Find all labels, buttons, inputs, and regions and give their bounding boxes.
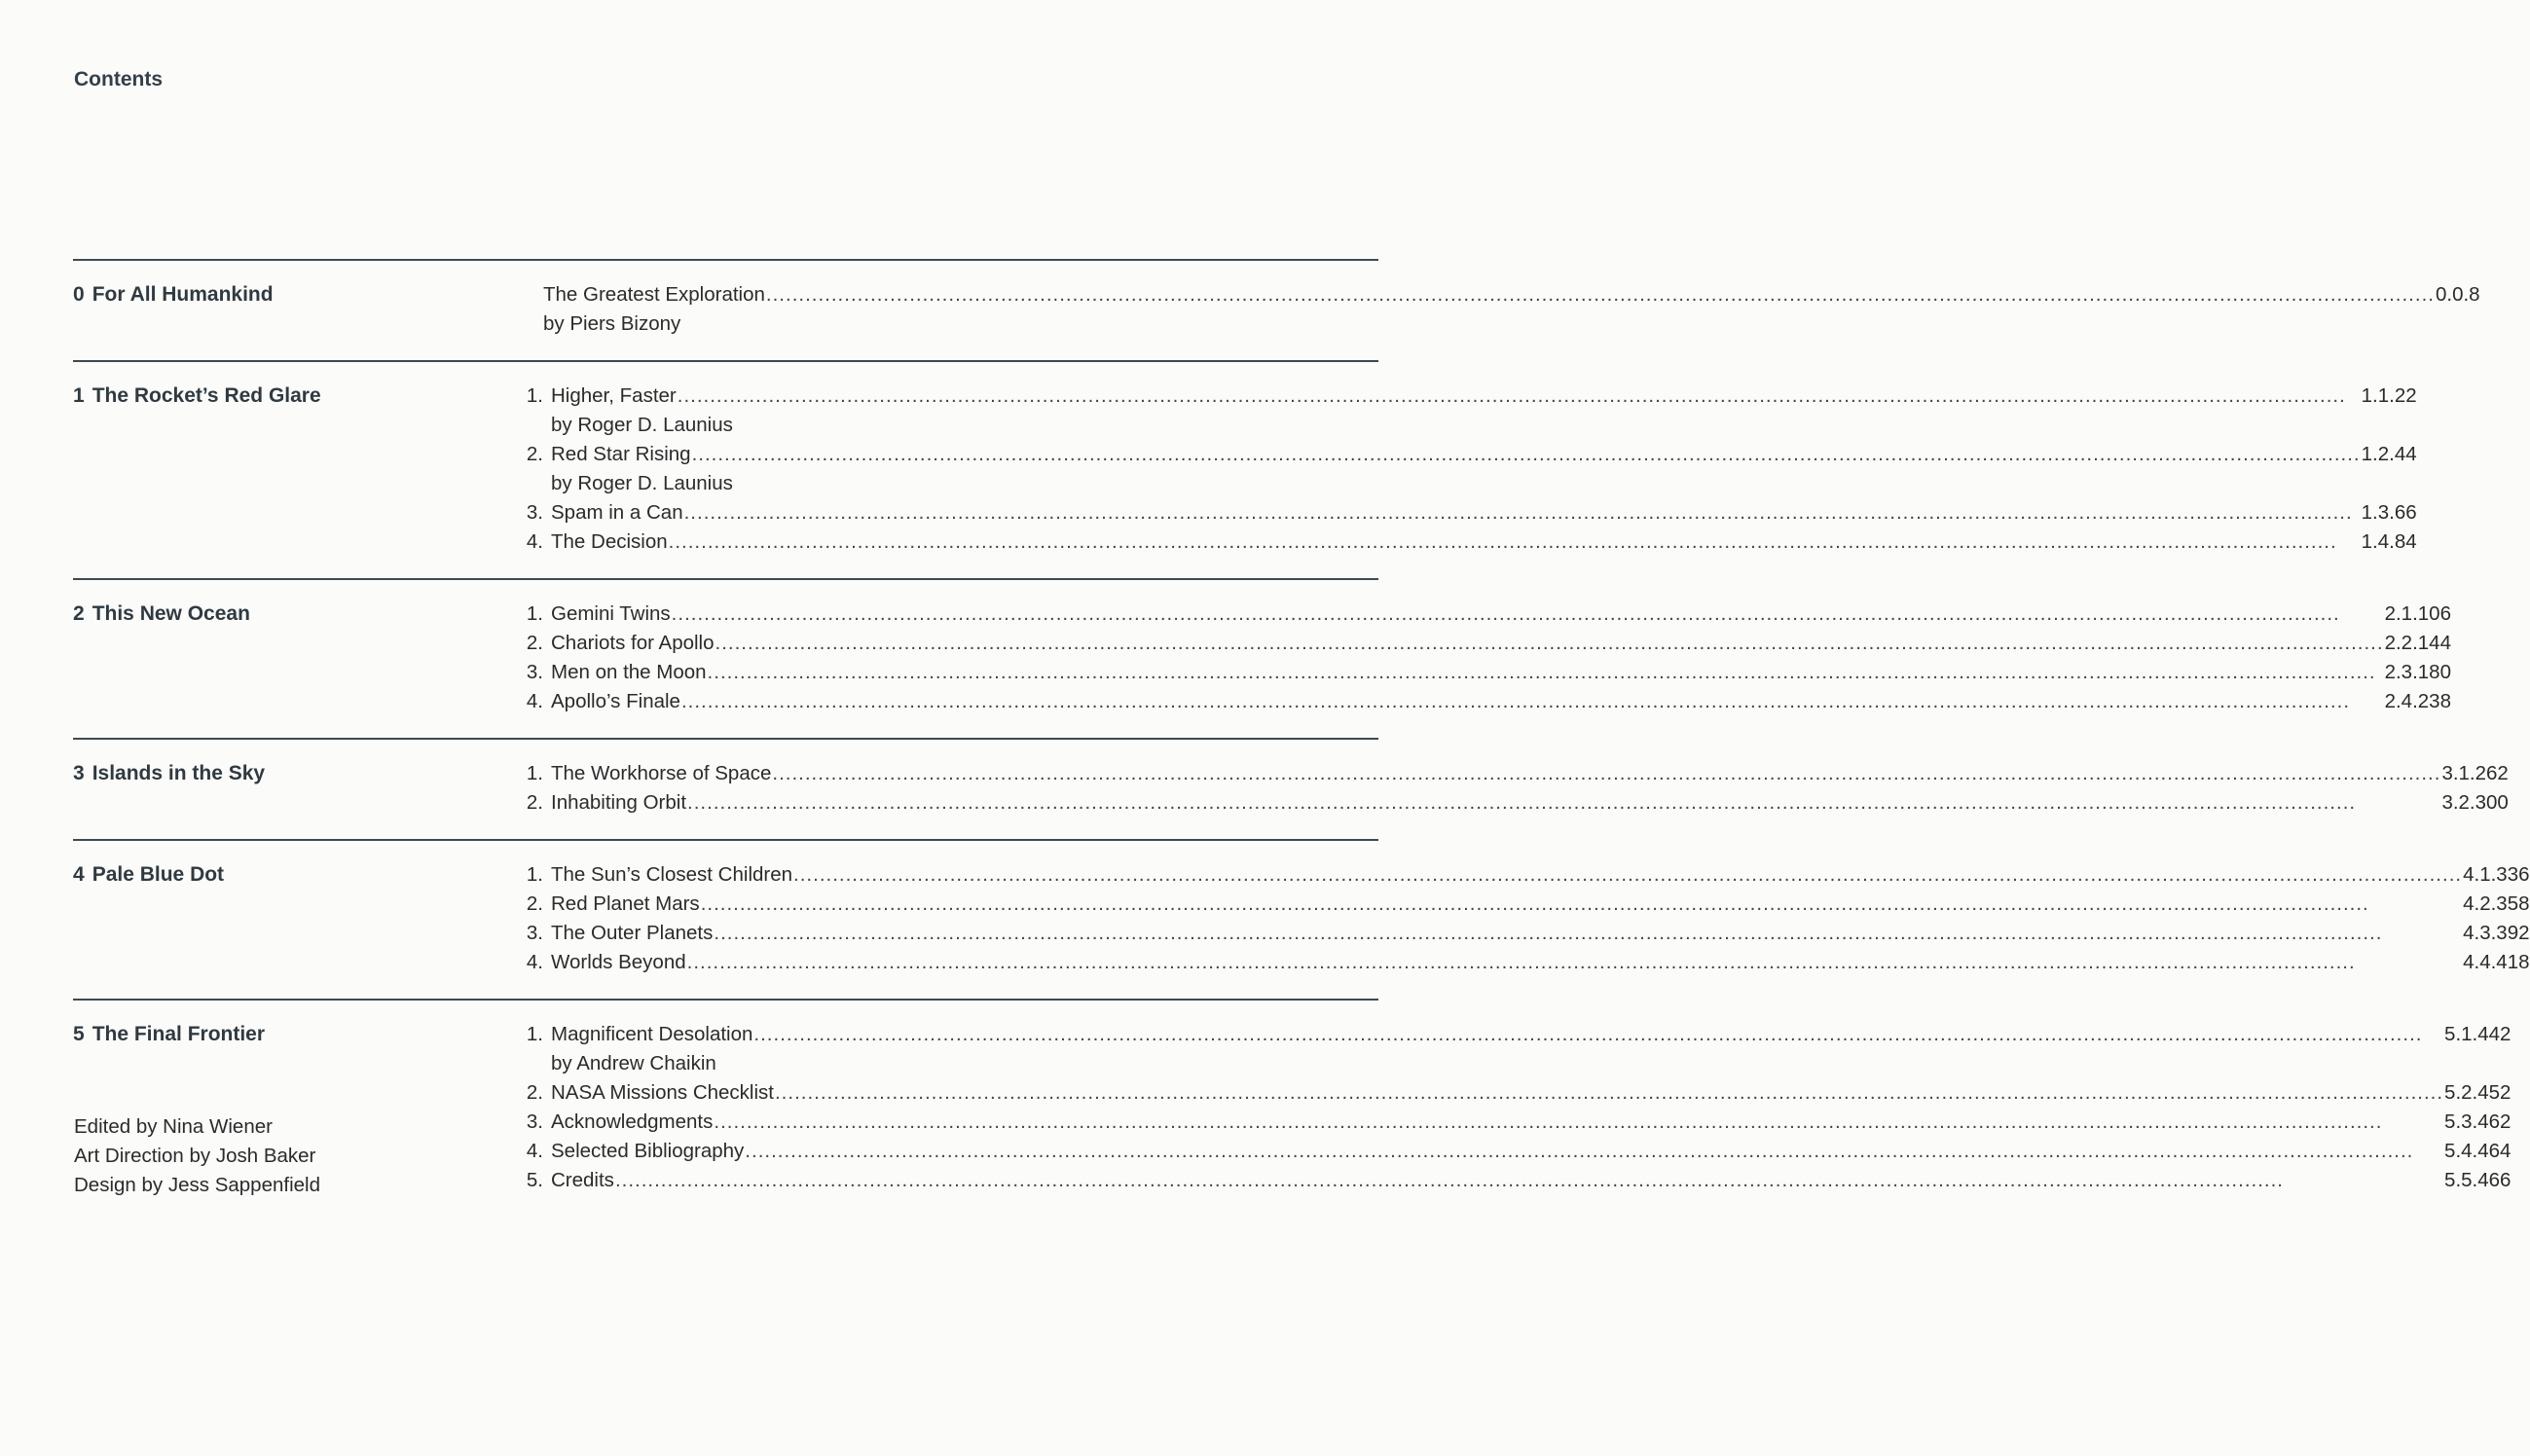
entry-index: 4. (526, 951, 543, 973)
section-entries (511, 759, 2509, 818)
toc-entry[interactable] (511, 1078, 2511, 1108)
toc-section (73, 578, 2451, 738)
entry-label: Men on the Moon (551, 661, 707, 683)
entry-index: 3. (526, 1110, 543, 1133)
toc-entry[interactable] (511, 600, 2451, 629)
entry-page-number: 5.5.466 (2444, 1169, 2512, 1191)
section-entries (511, 600, 2451, 716)
section-title-text: This New Ocean (92, 602, 250, 625)
dot-leader (766, 280, 2435, 309)
dot-leader (701, 890, 2462, 919)
dot-leader (672, 600, 2384, 629)
entry-page-number: 4.3.392 (2463, 922, 2530, 944)
dot-leader (745, 1137, 2443, 1166)
section-title-text: Islands in the Sky (92, 762, 266, 784)
entry-label: Apollo’s Finale (551, 690, 680, 712)
dot-leader (615, 1166, 2443, 1195)
dot-leader (687, 948, 2462, 977)
toc-entry[interactable] (511, 759, 2509, 788)
entry-page-number: 2.4.238 (2384, 690, 2451, 712)
section-entries (511, 860, 2530, 977)
entry-page-number: 2.3.180 (2384, 661, 2451, 683)
entry-index: 2. (526, 443, 543, 465)
entry-label: Red Planet Mars (551, 892, 700, 915)
dot-leader (687, 788, 2440, 818)
entry-index: 4. (526, 690, 543, 712)
toc-entry[interactable] (511, 382, 2417, 411)
toc-section (73, 839, 2530, 999)
toc-entry[interactable] (511, 1020, 2511, 1049)
toc-entry[interactable] (511, 528, 2417, 557)
entry-index: 2. (526, 632, 543, 654)
dot-leader (775, 1078, 2443, 1108)
entry-byline: by Roger D. Launius (551, 414, 733, 436)
dot-leader (669, 528, 2361, 557)
entry-label: Spam in a Can (551, 501, 683, 524)
credit-line: Edited by Nina Wiener (74, 1115, 273, 1138)
page-title: Contents (74, 68, 163, 91)
section-title (73, 759, 511, 818)
entry-page-number: 3.1.262 (2441, 762, 2509, 784)
entry-page-number: 4.4.418 (2463, 951, 2530, 973)
section-entries (511, 1020, 2511, 1195)
section-title (73, 860, 511, 977)
credit-line: Art Direction by Josh Baker (74, 1145, 316, 1167)
dot-leader (708, 658, 2384, 687)
section-title-text: For All Humankind (92, 283, 274, 306)
dot-leader (715, 629, 2384, 658)
section-entries (511, 280, 2480, 339)
entry-label: NASA Missions Checklist (551, 1081, 774, 1104)
entry-label: Chariots for Apollo (551, 632, 715, 654)
toc-entry[interactable] (511, 1166, 2511, 1195)
toc-entry[interactable] (511, 280, 2480, 309)
entry-page-number: 1.4.84 (2361, 530, 2417, 553)
entry-page-number: 1.2.44 (2361, 443, 2417, 465)
entry-index: 5. (526, 1169, 543, 1191)
toc-entry[interactable] (511, 629, 2451, 658)
entry-page-number: 4.1.336 (2463, 863, 2530, 886)
entry-page-number: 4.2.358 (2463, 892, 2530, 915)
entry-page-number: 0.0.8 (2435, 283, 2480, 306)
section-number: 3 (73, 762, 85, 784)
section-number: 1 (73, 384, 85, 407)
entry-label: Inhabiting Orbit (551, 791, 687, 814)
dot-leader (714, 919, 2462, 948)
section-entries (511, 382, 2417, 557)
dot-leader (681, 687, 2384, 716)
entry-label: Credits (551, 1169, 614, 1191)
entry-index: 1. (526, 1023, 543, 1045)
dot-leader (692, 440, 2361, 469)
dot-leader (678, 382, 2361, 411)
entry-index: 1. (526, 762, 543, 784)
entry-page-number: 2.1.106 (2384, 602, 2451, 625)
table-of-contents (73, 259, 2530, 1217)
entry-label: Red Star Rising (551, 443, 691, 465)
entry-index: 3. (526, 661, 543, 683)
toc-entry[interactable] (511, 788, 2509, 818)
entry-index: 2. (526, 892, 543, 915)
entry-page-number: 1.1.22 (2361, 384, 2417, 407)
entry-index: 1. (526, 384, 543, 407)
entry-label: Higher, Faster (551, 384, 677, 407)
entry-index: 1. (526, 863, 543, 886)
toc-entry[interactable] (511, 1137, 2511, 1166)
entry-label: Worlds Beyond (551, 951, 686, 973)
entry-page-number: 5.1.442 (2444, 1023, 2512, 1045)
toc-entry[interactable] (511, 440, 2417, 469)
entry-byline: by Piers Bizony (543, 312, 681, 335)
dot-leader (714, 1108, 2443, 1137)
entry-byline: by Roger D. Launius (551, 472, 733, 494)
entry-label: Magnificent Desolation (551, 1023, 753, 1045)
entry-page-number: 3.2.300 (2441, 791, 2509, 814)
toc-entry[interactable] (511, 1108, 2511, 1137)
toc-entry[interactable] (511, 919, 2530, 948)
section-title (73, 382, 511, 557)
entry-page-number: 5.2.452 (2444, 1081, 2512, 1104)
credits-block (74, 1112, 320, 1200)
section-title-text: The Final Frontier (92, 1023, 266, 1045)
toc-section (73, 738, 2509, 839)
toc-entry[interactable] (511, 948, 2530, 977)
entry-index: 3. (526, 501, 543, 524)
toc-entry[interactable] (511, 498, 2417, 528)
entry-label: Gemini Twins (551, 602, 671, 625)
dot-leader (793, 860, 2462, 890)
entry-label: The Decision (551, 530, 668, 553)
section-title (73, 280, 511, 339)
toc-entry[interactable] (511, 890, 2530, 919)
dot-leader (753, 1020, 2443, 1049)
toc-section (73, 259, 2480, 360)
entry-page-number: 1.3.66 (2361, 501, 2417, 524)
entry-index: 3. (526, 922, 543, 944)
section-title-text: The Rocket’s Red Glare (92, 384, 321, 407)
section-title-text: Pale Blue Dot (92, 863, 225, 886)
entry-label: Selected Bibliography (551, 1140, 745, 1162)
toc-entry[interactable] (511, 658, 2451, 687)
entry-index: 2. (526, 791, 543, 814)
entry-byline: by Andrew Chaikin (551, 1052, 716, 1074)
dot-leader (684, 498, 2361, 528)
entry-page-number: 5.4.464 (2444, 1140, 2512, 1162)
entry-label: The Greatest Exploration (543, 283, 765, 306)
toc-entry[interactable] (511, 687, 2451, 716)
entry-page-number: 5.3.462 (2444, 1110, 2512, 1133)
section-number: 0 (73, 283, 85, 306)
section-title (73, 600, 511, 716)
entry-index: 2. (526, 1081, 543, 1104)
toc-entry[interactable] (511, 860, 2530, 890)
section-number: 4 (73, 863, 85, 886)
entry-index: 4. (526, 1140, 543, 1162)
entry-label: The Sun’s Closest Children (551, 863, 793, 886)
entry-index: 4. (526, 530, 543, 553)
entry-page-number: 2.2.144 (2384, 632, 2451, 654)
entry-label: Acknowledgments (551, 1110, 714, 1133)
section-number: 5 (73, 1023, 85, 1045)
section-number: 2 (73, 602, 85, 625)
credit-line: Design by Jess Sappenfield (74, 1174, 320, 1196)
dot-leader (772, 759, 2440, 788)
entry-index: 1. (526, 602, 543, 625)
entry-label: The Outer Planets (551, 922, 714, 944)
entry-label: The Workhorse of Space (551, 762, 772, 784)
toc-section (73, 360, 2417, 578)
